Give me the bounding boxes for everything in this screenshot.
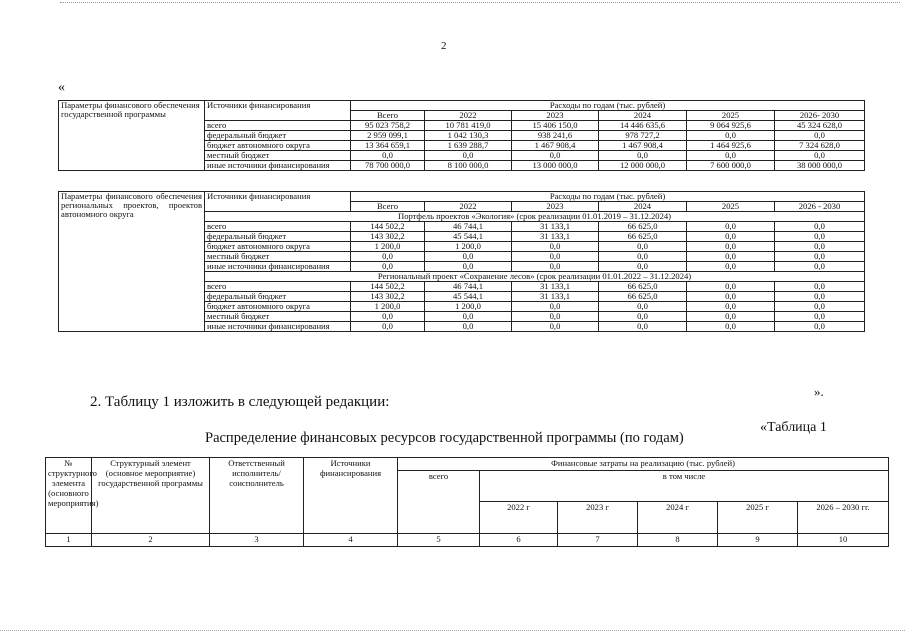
cell: 0,0	[687, 252, 775, 262]
regional-projects-table	[58, 191, 865, 332]
cell: 1 467 908,4	[512, 141, 599, 151]
col-number: 1	[46, 533, 92, 546]
program-finance-table	[58, 100, 865, 171]
col-header-year: 2025 г	[718, 502, 798, 534]
cell: 45 544,1	[425, 292, 512, 302]
cell: 1 464 925,6	[687, 141, 775, 151]
cell: 0,0	[351, 151, 425, 161]
col-header-total: всего	[398, 470, 480, 533]
col-number: 6	[480, 533, 558, 546]
cell: 143 302,2	[351, 232, 425, 242]
cell: 45 324 628,0	[775, 121, 865, 131]
spend-header: Расходы по годам (тыс. рублей)	[351, 101, 865, 111]
cell: 31 133,1	[512, 222, 599, 232]
cell: 0,0	[512, 151, 599, 161]
cell: 10 781 419,0	[425, 121, 512, 131]
row-label: местный бюджет	[205, 312, 351, 322]
cell: 66 625,0	[599, 292, 687, 302]
row-label: федеральный бюджет	[205, 131, 351, 141]
cell: 1 042 130,3	[425, 131, 512, 141]
cell: 938 241,6	[512, 131, 599, 141]
cell: 7 600 000,0	[687, 161, 775, 171]
cell: 0,0	[687, 262, 775, 272]
col-header-costs: Финансовые затраты на реализацию (тыс. рублей)	[398, 458, 889, 471]
cell: 0,0	[351, 252, 425, 262]
cell: 1 639 288,7	[425, 141, 512, 151]
cell: 0,0	[687, 131, 775, 141]
cell: 0,0	[687, 242, 775, 252]
col-number: 3	[210, 533, 304, 546]
table-label: «Таблица 1	[760, 420, 827, 435]
year-header: 2024	[599, 111, 687, 121]
col-header-year: 2023 г	[558, 502, 638, 534]
year-header: 2025	[687, 111, 775, 121]
cell: 0,0	[512, 312, 599, 322]
cell: 0,0	[775, 322, 865, 332]
col-number: 10	[798, 533, 889, 546]
cell: 0,0	[775, 282, 865, 292]
year-header: 2022	[425, 202, 512, 212]
year-header: 2026 - 2030	[775, 202, 865, 212]
cell: 0,0	[687, 292, 775, 302]
opening-quote: «	[58, 80, 65, 95]
cell: 1 200,0	[425, 242, 512, 252]
col-header-executor: Ответственный исполнитель/соисполнитель	[210, 458, 304, 534]
row-label: бюджет автономного округа	[205, 302, 351, 312]
cell: 14 446 635,6	[599, 121, 687, 131]
cell: 46 744,1	[425, 282, 512, 292]
cell: 0,0	[425, 322, 512, 332]
cell: 0,0	[599, 312, 687, 322]
year-header: 2026- 2030	[775, 111, 865, 121]
cell: 0,0	[512, 322, 599, 332]
row-label: иные источники финансирования	[205, 262, 351, 272]
cell: 0,0	[351, 322, 425, 332]
cell: 0,0	[687, 222, 775, 232]
cell: 0,0	[687, 232, 775, 242]
cell: 1 200,0	[351, 302, 425, 312]
cell: 2 959 099,1	[351, 131, 425, 141]
cell: 31 133,1	[512, 292, 599, 302]
col-number: 7	[558, 533, 638, 546]
cell: 0,0	[775, 252, 865, 262]
cell: 0,0	[351, 262, 425, 272]
cell: 0,0	[687, 312, 775, 322]
cell: 31 133,1	[512, 282, 599, 292]
cell: 144 502,2	[351, 222, 425, 232]
col-number: 5	[398, 533, 480, 546]
year-header: 2023	[512, 202, 599, 212]
cell: 0,0	[687, 302, 775, 312]
cell: 0,0	[512, 302, 599, 312]
row-label: бюджет автономного округа	[205, 242, 351, 252]
cell: 7 324 628,0	[775, 141, 865, 151]
cell: 38 000 000,0	[775, 161, 865, 171]
top-scan-line	[60, 2, 900, 3]
cell: 46 744,1	[425, 222, 512, 232]
row-label: иные источники финансирования	[205, 322, 351, 332]
row-label: федеральный бюджет	[205, 292, 351, 302]
cell: 0,0	[425, 252, 512, 262]
cell: 0,0	[351, 312, 425, 322]
year-header: 2023	[512, 111, 599, 121]
year-header: 2022	[425, 111, 512, 121]
sources-header: Источники финансирования	[205, 192, 351, 212]
col-number: 4	[304, 533, 398, 546]
cell: 66 625,0	[599, 232, 687, 242]
cell: 0,0	[775, 262, 865, 272]
cell: 0,0	[599, 252, 687, 262]
col-header-incl: в том числе	[480, 470, 889, 502]
section-title: Региональный проект «Сохранение лесов» (срок реализации 01.01.2022 – 31.12.2024)	[205, 272, 865, 282]
col-header-element: Структурный элемент (основное мероприятие) государственной программы	[92, 458, 210, 534]
row-label: федеральный бюджет	[205, 232, 351, 242]
cell: 0,0	[775, 302, 865, 312]
cell: 66 625,0	[599, 282, 687, 292]
cell: 0,0	[687, 322, 775, 332]
amendment-paragraph: 2. Таблицу 1 изложить в следующей редакции:	[90, 394, 390, 410]
cell: 0,0	[425, 312, 512, 322]
cell: 0,0	[775, 222, 865, 232]
cell: 66 625,0	[599, 222, 687, 232]
cell: 0,0	[775, 232, 865, 242]
cell: 0,0	[775, 242, 865, 252]
cell: 1 467 908,4	[599, 141, 687, 151]
row-label: всего	[205, 222, 351, 232]
cell: 0,0	[775, 131, 865, 141]
row-label: всего	[205, 282, 351, 292]
row-label: местный бюджет	[205, 151, 351, 161]
cell: 8 100 000,0	[425, 161, 512, 171]
cell: 13 000 000,0	[512, 161, 599, 171]
cell: 144 502,2	[351, 282, 425, 292]
cell: 0,0	[425, 262, 512, 272]
param-label: Параметры финансового обеспечения государственной программы	[59, 101, 205, 171]
cell: 45 544,1	[425, 232, 512, 242]
cell: 1 200,0	[351, 242, 425, 252]
col-header-sources: Источники финансирования	[304, 458, 398, 534]
sources-header: Источники финансирования	[205, 101, 351, 121]
year-header: 2025	[687, 202, 775, 212]
cell: 95 023 758,2	[351, 121, 425, 131]
cell: 12 000 000,0	[599, 161, 687, 171]
row-label: местный бюджет	[205, 252, 351, 262]
cell: 0,0	[687, 282, 775, 292]
distribution-table	[45, 457, 889, 547]
cell: 13 364 659,1	[351, 141, 425, 151]
col-number: 2	[92, 533, 210, 546]
cell: 143 302,2	[351, 292, 425, 302]
cell: 9 064 925,6	[687, 121, 775, 131]
cell: 31 133,1	[512, 232, 599, 242]
table-heading: Распределение финансовых ресурсов государственной программы (по годам)	[205, 430, 684, 446]
cell: 15 406 150,0	[512, 121, 599, 131]
year-header: 2024	[599, 202, 687, 212]
cell: 0,0	[425, 151, 512, 161]
row-label: иные источники финансирования	[205, 161, 351, 171]
spend-header: Расходы по годам (тыс. рублей)	[351, 192, 865, 202]
bottom-scan-line	[0, 630, 905, 631]
cell: 978 727,2	[599, 131, 687, 141]
cell: 1 200,0	[425, 302, 512, 312]
row-label: бюджет автономного округа	[205, 141, 351, 151]
cell: 0,0	[775, 312, 865, 322]
cell: 0,0	[687, 151, 775, 161]
page-number: 2	[441, 40, 447, 52]
table-row	[46, 533, 889, 546]
cell: 0,0	[512, 242, 599, 252]
cell: 0,0	[599, 262, 687, 272]
cell: 0,0	[512, 262, 599, 272]
cell: 0,0	[599, 322, 687, 332]
section-title: Портфель проектов «Экология» (срок реализации 01.01.2019 – 31.12.2024)	[205, 212, 865, 222]
cell: 0,0	[775, 151, 865, 161]
col-header-year: 2022 г	[480, 502, 558, 534]
cell: 78 700 000,0	[351, 161, 425, 171]
cell: 0,0	[599, 242, 687, 252]
cell: 0,0	[512, 252, 599, 262]
col-header-year: 2024 г	[638, 502, 718, 534]
cell: 0,0	[599, 151, 687, 161]
row-label: всего	[205, 121, 351, 131]
col-header-year: 2026 – 2030 гг.	[798, 502, 889, 534]
cell: 0,0	[599, 302, 687, 312]
col-number: 8	[638, 533, 718, 546]
year-header: Всего	[351, 111, 425, 121]
closing-quote: ».	[814, 384, 824, 399]
param-label: Параметры финансового обеспечения региональных проектов, проектов автономного округа	[59, 192, 205, 332]
col-header-no: № структурного элемента (основного мероприятия)	[46, 458, 92, 534]
year-header: Всего	[351, 202, 425, 212]
cell: 0,0	[775, 292, 865, 302]
col-number: 9	[718, 533, 798, 546]
